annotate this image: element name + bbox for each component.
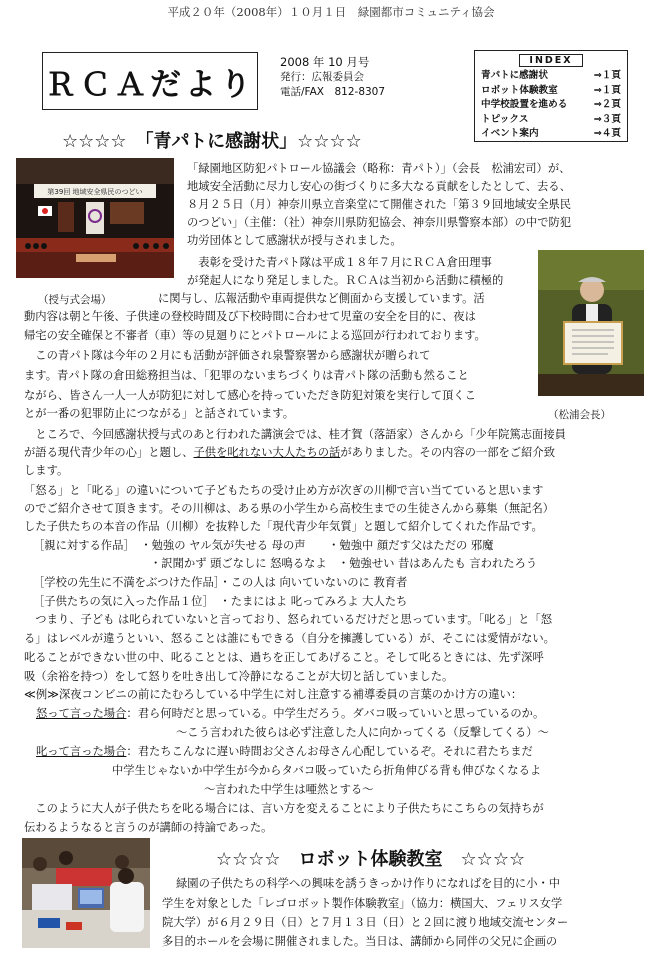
index-item[interactable]: イベント案内 ⇒４頁 <box>481 128 621 140</box>
index-item[interactable]: トピックス ⇒３頁 <box>481 113 621 125</box>
index-title: INDEX <box>519 54 583 67</box>
index-item[interactable]: 中学校設置を進める ⇒２頁 <box>481 99 621 111</box>
body-line: 地域安全活動に尽力し安心の街づくりに多大なる貢献をしたとして、去る、 <box>187 180 571 193</box>
index-box <box>474 50 628 142</box>
body-line: 「怒る」と「叱る」の違いについて子どもたちの受け止め方が次ぎの川柳で言い当てていると思います <box>24 484 544 497</box>
body-line: に関与し、広報活動や車両提供など側面から支援しています。活 <box>158 292 485 305</box>
body-line: します。 <box>24 464 69 477</box>
body-line: 叱って言った場合：君たちこんなに遅い時間お父さんお母さん心配しているぞ。それに君たちまだ <box>36 745 533 758</box>
photo-caption-ceremony: （授与式会場） <box>38 294 112 306</box>
article-title-robot: ☆☆☆☆ ロボット体験教室 ☆☆☆☆ <box>216 849 526 870</box>
body-line: つまり、子ども は叱られていないと言っており、怒られているだけだと思っています。「叱る」と「怒 <box>24 613 552 626</box>
body-line: 中学生じゃないか中学生が今からタバコ吸っていたら折角伸びる背も伸びなくなるよ <box>112 764 542 777</box>
robot-class-photo <box>22 838 150 948</box>
ceremony-illustration <box>16 158 174 278</box>
body-line: ところで、今回感謝状授与式のあと行われた講演会では、桂才賀（落語家）さんから「少年院篤志面接員 <box>24 428 566 441</box>
body-line: 学生を対象とした「レゴロボット製作体験教室」（協力：横国大、フェリス女学 <box>162 897 563 910</box>
issue-info <box>280 55 385 100</box>
article-title-aopato: ☆☆☆☆ 「青パトに感謝状」☆☆☆☆ <box>62 131 362 152</box>
body-line: が発起人になり発足しました。ＲＣＡは当初から活動に積極的 <box>187 274 504 287</box>
body-line: 叱ることができない世の中、叱ることとは、過ちを正してあげること。そして叱るときには、先ず深呼 <box>24 651 544 664</box>
body-line: とが一番の犯罪防止につながる」と話されています。 <box>24 407 294 420</box>
ceremony-photo <box>16 158 174 278</box>
body-line: 吸（余裕を持つ）をして怒りを吐き出して冷静になることが大切と話していました。 <box>24 670 454 683</box>
photo-caption-chairman: （松浦会長） <box>548 409 611 421</box>
body-line: 帰宅の安全確保と不審者（車）等の見廻りにとパトロールによる巡回が行われております。 <box>24 329 486 342</box>
talk-title-underlined: 子供を叱れない大人たちの話 <box>193 446 341 459</box>
body-line: のつどい」（主催：（社）神奈川県防犯協会、神奈川県警察本部）の中で防犯 <box>187 216 572 229</box>
newsletter-masthead: ＲＣＡだより <box>42 52 258 110</box>
body-line: 「緑園地区防犯パトロール協議会（略称：青パト）」（会長 松浦宏司）が、 <box>187 162 571 175</box>
body-line: 動内容は朝と午後、子供達の登校時間及び下校時間に合わせて児童の安全を目的に、夜は <box>24 310 476 323</box>
angry-case-label: 怒って言った場合 <box>36 707 127 720</box>
index-item[interactable]: 青パトに感謝状 ⇒１頁 <box>481 70 621 81</box>
body-line: 怒って言った場合：君ら何時だと思っている。中学生だろう。ダバコ吸っていいと思っているのか。 <box>36 707 545 720</box>
senryu-line: ［子供たちの気に入った作品１位］ ・たまにはよ 叱ってみろよ 大人たち <box>33 595 408 608</box>
body-line: 表彰を受けた青パト隊は平成１８年７月にＲＣＡ倉田理事 <box>187 256 492 269</box>
chairman-illustration <box>538 250 644 396</box>
issue-date-line: 平成２０年（2008年）１０月１日 緑園都市コミュニティ協会 <box>167 5 495 19</box>
index-item[interactable]: ロボット体験教室 ⇒１頁 <box>481 84 621 96</box>
body-line: 院大学）が６月２９日（日）と７月１３日（日）と２回に渡り地域交流センター <box>162 916 569 929</box>
senryu-line: ［学校の先生に不満をぶつけた作品］・この人は 向いていないのに 教育者 <box>33 576 408 589</box>
body-line: 〜こう言われた彼らは必ず注意した人に向かってくる（反撃してくる）〜 <box>176 726 549 739</box>
senryu-line: ［親に対する作品］ ・勉強の ヤル気が失せる 母の声 ・勉強中 顔だす父はただの 邪魔 <box>33 539 494 552</box>
body-line: が語る現代青少年の心」と題し、子供を叱れない大人たちの話がありました。その内容の一部をご紹介致 <box>24 446 555 459</box>
body-line: ながら、皆さん一人一人が防犯に対して感心を持っていただき防犯対策を実行して頂くこ <box>24 389 476 402</box>
body-line: ます。青パト隊の倉田総務担当は、「犯罪のないまちづくりは青パト隊の活動も然ること <box>24 369 469 382</box>
body-line: この青パト隊は今年の２月にも活動が評価され泉警察署から感謝状が贈られて <box>24 349 431 362</box>
body-line: のでご紹介させて頂きます。その川柳は、ある県の小学生から高校生までの生徒さんから募集（無記名） <box>24 502 555 515</box>
body-line: した子供たちの本音の作品（川柳）を抜粋した「現代青少年気質」と題して紹介してくれた作品です。 <box>24 520 543 533</box>
body-line: 〜言われた中学生は唖然とする〜 <box>204 783 374 796</box>
phone-fax: 電話/FAX 812-8307 <box>280 86 386 98</box>
body-line: このように大人が子供たちを叱る場合には、言い方を変えることにより子供たちにこちらの気持ちが <box>24 802 544 815</box>
robot-class-illustration <box>22 838 150 948</box>
banner-text: 第39回 地域安全県民のつどい <box>47 188 143 196</box>
publisher: 発行：広報委員会 <box>280 71 364 83</box>
body-line: る」はレベルが違うといい、怒ることは誰にもできる（自分を擁護している）が、そこには愛情がない。 <box>24 632 555 645</box>
body-line: 多目的ホールを会場に開催されました。当日は、講師から同伴の父兄に企画の <box>162 935 558 948</box>
body-line: ８月２５日（月）神奈川県立音楽堂にて開催された「第３９回地域安全県民 <box>187 198 572 211</box>
body-line: 功労団体として感謝状が授与されました。 <box>187 234 402 247</box>
body-line: 緑園の子供たちの科学への興味を誘うきっかけ作りになればを目的に小・中 <box>176 877 561 890</box>
scold-case-label: 叱って言った場合 <box>36 745 127 758</box>
senryu-line: ・訳聞かず 頭ごなしに 怒鳴るなよ ・勉強せい 昔はあんたも 言われたろう <box>150 557 538 570</box>
issue-month: 2008 年 10 月号 <box>280 55 370 69</box>
body-line: 伝わるようなると言うのが講師の持論であった。 <box>24 821 273 834</box>
body-line: ≪例≫深夜コンビニの前にたむろしている中学生に対し注意する補導委員の言葉のかけ方の違い： <box>24 688 523 701</box>
chairman-photo <box>538 250 644 396</box>
